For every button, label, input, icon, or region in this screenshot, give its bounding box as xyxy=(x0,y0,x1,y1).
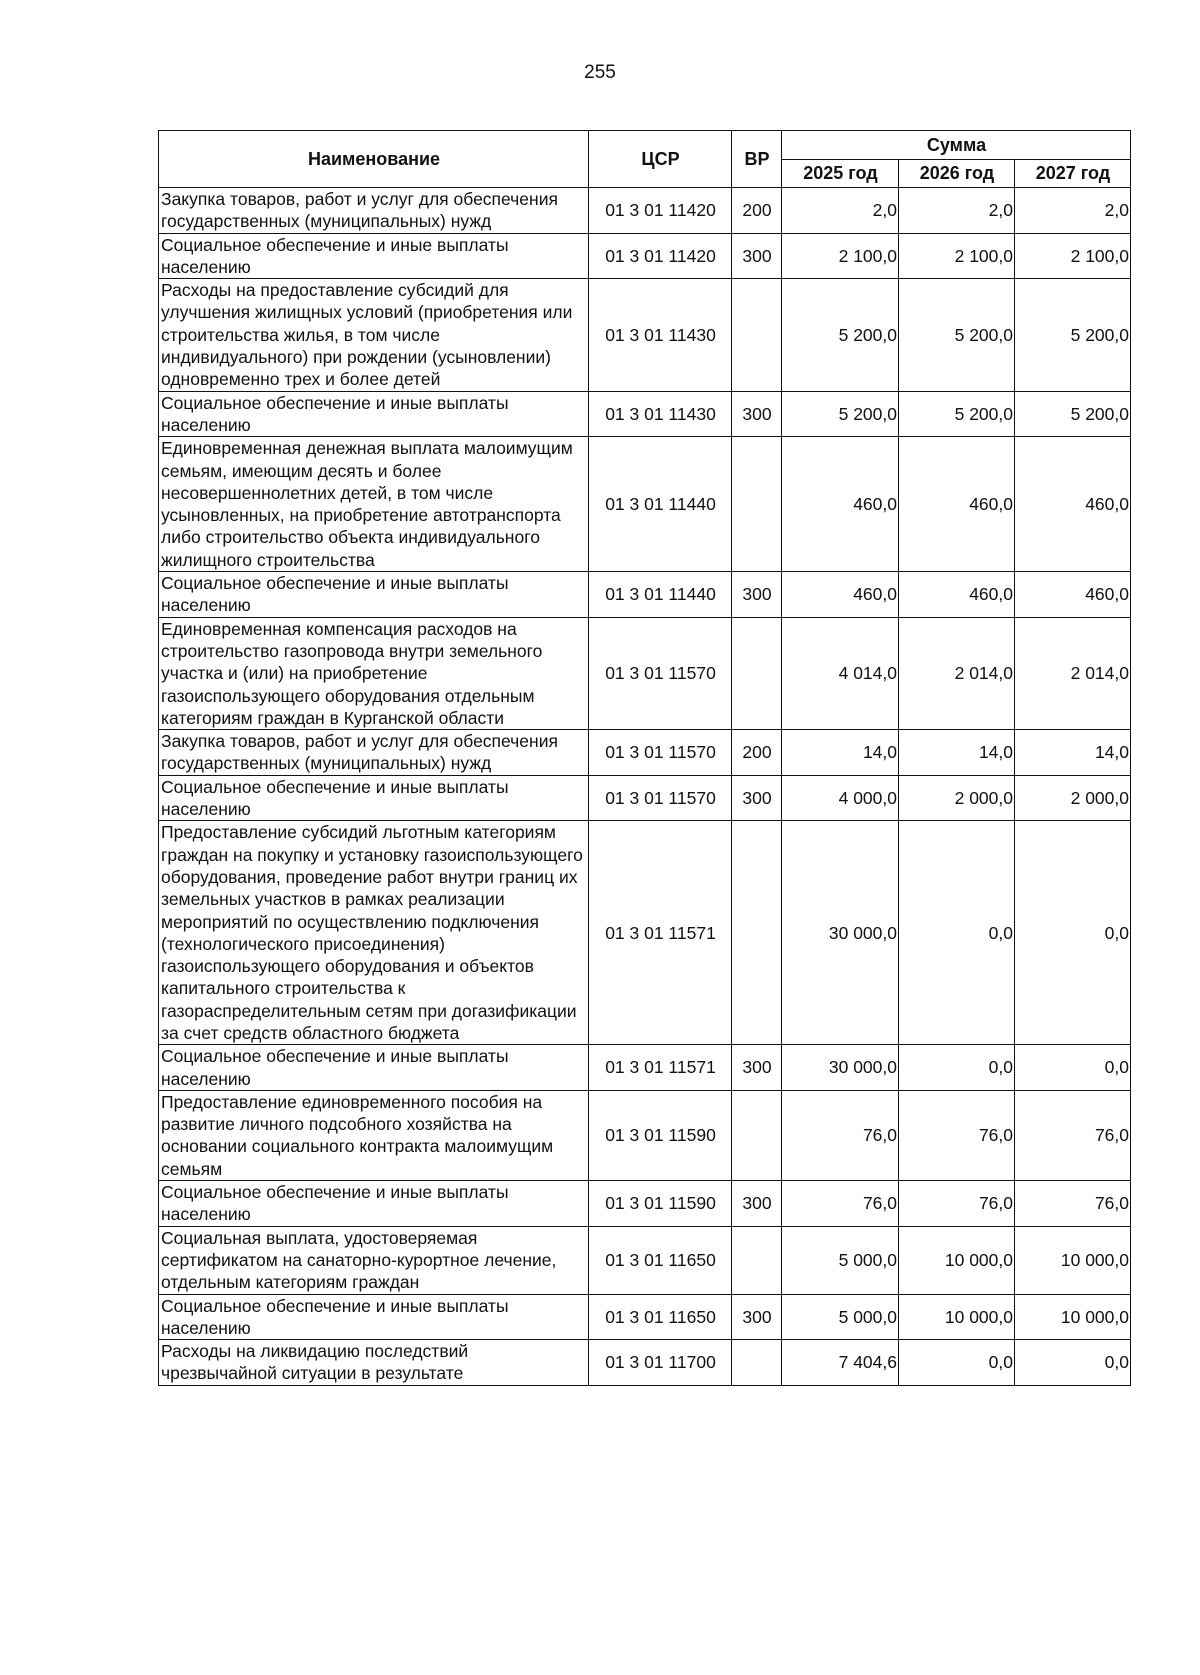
row-sum-2025-cell: 2 100,0 xyxy=(782,233,899,279)
table-row xyxy=(159,188,1131,234)
row-csr-cell: 01 3 01 11590 xyxy=(589,1181,732,1227)
row-csr-cell: 01 3 01 11570 xyxy=(589,617,732,729)
row-sum-2025-cell: 4 000,0 xyxy=(782,775,899,821)
table-row xyxy=(159,233,1131,279)
row-vr-cell xyxy=(732,1226,782,1294)
row-name-cell: Социальная выплата, удостоверяемая сертификатом на санаторно-курортное лечение, отдельным категориям граждан xyxy=(159,1226,589,1294)
row-sum-2025-cell: 460,0 xyxy=(782,437,899,572)
row-sum-2025-cell: 30 000,0 xyxy=(782,1045,899,1091)
header-sum: Сумма xyxy=(782,131,1131,160)
table-row xyxy=(159,1340,1131,1386)
row-sum-2027-cell: 460,0 xyxy=(1015,572,1131,618)
row-sum-2027-cell: 2,0 xyxy=(1015,188,1131,234)
table-row xyxy=(159,821,1131,1045)
table-row xyxy=(159,279,1131,391)
row-csr-cell: 01 3 01 11430 xyxy=(589,391,732,437)
row-vr-cell: 300 xyxy=(732,775,782,821)
row-sum-2026-cell: 76,0 xyxy=(899,1181,1015,1227)
row-name-cell: Предоставление субсидий льготным категориям граждан на покупку и установку газоиспользующего оборудования, проведение работ внутри границ их земельных участков в рамках реализации мероприятий по осуществлению подключения (технологического присоединения) газоиспользующего оборудования и объектов капитального строительства к газораспределительным сетям при догазификации за счет средств областного бюджета xyxy=(159,821,589,1045)
row-sum-2025-cell: 5 200,0 xyxy=(782,279,899,391)
row-name-cell: Социальное обеспечение и иные выплаты населению xyxy=(159,572,589,618)
row-sum-2026-cell: 5 200,0 xyxy=(899,279,1015,391)
row-name-cell: Социальное обеспечение и иные выплаты населению xyxy=(159,1294,589,1340)
row-sum-2027-cell: 14,0 xyxy=(1015,730,1131,776)
row-csr-cell: 01 3 01 11700 xyxy=(589,1340,732,1386)
row-sum-2026-cell: 2,0 xyxy=(899,188,1015,234)
row-sum-2026-cell: 2 014,0 xyxy=(899,617,1015,729)
table-row xyxy=(159,730,1131,776)
row-csr-cell: 01 3 01 11420 xyxy=(589,233,732,279)
table-body xyxy=(159,188,1131,1386)
table-row xyxy=(159,1181,1131,1227)
row-sum-2025-cell: 5 200,0 xyxy=(782,391,899,437)
row-sum-2025-cell: 76,0 xyxy=(782,1090,899,1180)
row-sum-2026-cell: 2 000,0 xyxy=(899,775,1015,821)
row-sum-2026-cell: 5 200,0 xyxy=(899,391,1015,437)
row-name-cell: Единовременная денежная выплата малоимущим семьям, имеющим десять и более несовершеннолетних детей, в том числе усыновленных, на приобретение автотранспорта либо строительство объекта индивидуального жилищного строительства xyxy=(159,437,589,572)
row-vr-cell xyxy=(732,1090,782,1180)
row-sum-2025-cell: 30 000,0 xyxy=(782,821,899,1045)
row-vr-cell xyxy=(732,437,782,572)
row-vr-cell xyxy=(732,279,782,391)
header-csr: ЦСР xyxy=(589,131,732,188)
row-csr-cell: 01 3 01 11570 xyxy=(589,730,732,776)
row-sum-2026-cell: 10 000,0 xyxy=(899,1294,1015,1340)
header-year-2025: 2025 год xyxy=(782,160,899,188)
row-name-cell: Социальное обеспечение и иные выплаты населению xyxy=(159,1181,589,1227)
row-vr-cell: 200 xyxy=(732,730,782,776)
row-sum-2027-cell: 2 014,0 xyxy=(1015,617,1131,729)
row-sum-2027-cell: 5 200,0 xyxy=(1015,391,1131,437)
row-vr-cell xyxy=(732,1340,782,1386)
row-vr-cell xyxy=(732,821,782,1045)
row-sum-2027-cell: 10 000,0 xyxy=(1015,1294,1131,1340)
row-csr-cell: 01 3 01 11440 xyxy=(589,572,732,618)
row-sum-2025-cell: 4 014,0 xyxy=(782,617,899,729)
row-sum-2027-cell: 2 100,0 xyxy=(1015,233,1131,279)
row-sum-2027-cell: 76,0 xyxy=(1015,1090,1131,1180)
row-sum-2026-cell: 0,0 xyxy=(899,821,1015,1045)
row-name-cell: Социальное обеспечение и иные выплаты населению xyxy=(159,233,589,279)
table-header xyxy=(159,131,1131,188)
row-csr-cell: 01 3 01 11430 xyxy=(589,279,732,391)
row-sum-2026-cell: 460,0 xyxy=(899,572,1015,618)
page-number: 255 xyxy=(584,62,616,83)
row-sum-2026-cell: 76,0 xyxy=(899,1090,1015,1180)
row-sum-2026-cell: 10 000,0 xyxy=(899,1226,1015,1294)
table-row xyxy=(159,572,1131,618)
table-row xyxy=(159,1226,1131,1294)
row-name-cell: Закупка товаров, работ и услуг для обеспечения государственных (муниципальных) нужд xyxy=(159,188,589,234)
row-sum-2027-cell: 460,0 xyxy=(1015,437,1131,572)
row-vr-cell: 300 xyxy=(732,1045,782,1091)
row-csr-cell: 01 3 01 11571 xyxy=(589,1045,732,1091)
row-vr-cell: 300 xyxy=(732,572,782,618)
row-sum-2027-cell: 76,0 xyxy=(1015,1181,1131,1227)
row-csr-cell: 01 3 01 11590 xyxy=(589,1090,732,1180)
row-name-cell: Расходы на ликвидацию последствий чрезвычайной ситуации в результате xyxy=(159,1340,589,1386)
header-vr: ВР xyxy=(732,131,782,188)
row-sum-2025-cell: 5 000,0 xyxy=(782,1294,899,1340)
budget-table xyxy=(158,130,1131,1386)
row-vr-cell: 200 xyxy=(732,188,782,234)
row-sum-2025-cell: 76,0 xyxy=(782,1181,899,1227)
row-sum-2026-cell: 0,0 xyxy=(899,1045,1015,1091)
row-sum-2027-cell: 0,0 xyxy=(1015,1340,1131,1386)
row-name-cell: Закупка товаров, работ и услуг для обеспечения государственных (муниципальных) нужд xyxy=(159,730,589,776)
row-name-cell: Предоставление единовременного пособия на развитие личного подсобного хозяйства на основании социального контракта малоимущим семьям xyxy=(159,1090,589,1180)
table-row xyxy=(159,1090,1131,1180)
row-name-cell: Социальное обеспечение и иные выплаты населению xyxy=(159,391,589,437)
row-vr-cell: 300 xyxy=(732,1181,782,1227)
row-sum-2027-cell: 0,0 xyxy=(1015,1045,1131,1091)
row-csr-cell: 01 3 01 11440 xyxy=(589,437,732,572)
row-csr-cell: 01 3 01 11570 xyxy=(589,775,732,821)
row-csr-cell: 01 3 01 11571 xyxy=(589,821,732,1045)
table-row xyxy=(159,775,1131,821)
row-csr-cell: 01 3 01 11420 xyxy=(589,188,732,234)
row-sum-2025-cell: 5 000,0 xyxy=(782,1226,899,1294)
row-sum-2025-cell: 460,0 xyxy=(782,572,899,618)
row-name-cell: Социальное обеспечение и иные выплаты населению xyxy=(159,775,589,821)
row-name-cell: Единовременная компенсация расходов на строительство газопровода внутри земельного участка и (или) на приобретение газоиспользующего оборудования отдельным категориям граждан в Курганской области xyxy=(159,617,589,729)
table-row xyxy=(159,1045,1131,1091)
row-sum-2026-cell: 460,0 xyxy=(899,437,1015,572)
header-name: Наименование xyxy=(159,131,589,188)
row-sum-2026-cell: 0,0 xyxy=(899,1340,1015,1386)
row-sum-2025-cell: 7 404,6 xyxy=(782,1340,899,1386)
row-sum-2025-cell: 2,0 xyxy=(782,188,899,234)
row-name-cell: Социальное обеспечение и иные выплаты населению xyxy=(159,1045,589,1091)
row-vr-cell xyxy=(732,617,782,729)
row-sum-2026-cell: 14,0 xyxy=(899,730,1015,776)
row-csr-cell: 01 3 01 11650 xyxy=(589,1226,732,1294)
row-csr-cell: 01 3 01 11650 xyxy=(589,1294,732,1340)
row-sum-2027-cell: 5 200,0 xyxy=(1015,279,1131,391)
row-vr-cell: 300 xyxy=(732,1294,782,1340)
row-vr-cell: 300 xyxy=(732,233,782,279)
row-vr-cell: 300 xyxy=(732,391,782,437)
table-row xyxy=(159,391,1131,437)
row-sum-2027-cell: 2 000,0 xyxy=(1015,775,1131,821)
table-row xyxy=(159,437,1131,572)
row-name-cell: Расходы на предоставление субсидий для улучшения жилищных условий (приобретения или строительства жилья, в том числе индивидуального) при рождении (усыновлении) одновременно трех и более детей xyxy=(159,279,589,391)
table-row xyxy=(159,1294,1131,1340)
row-sum-2027-cell: 10 000,0 xyxy=(1015,1226,1131,1294)
header-year-2027: 2027 год xyxy=(1015,160,1131,188)
row-sum-2026-cell: 2 100,0 xyxy=(899,233,1015,279)
table-row xyxy=(159,617,1131,729)
header-year-2026: 2026 год xyxy=(899,160,1015,188)
row-sum-2025-cell: 14,0 xyxy=(782,730,899,776)
row-sum-2027-cell: 0,0 xyxy=(1015,821,1131,1045)
